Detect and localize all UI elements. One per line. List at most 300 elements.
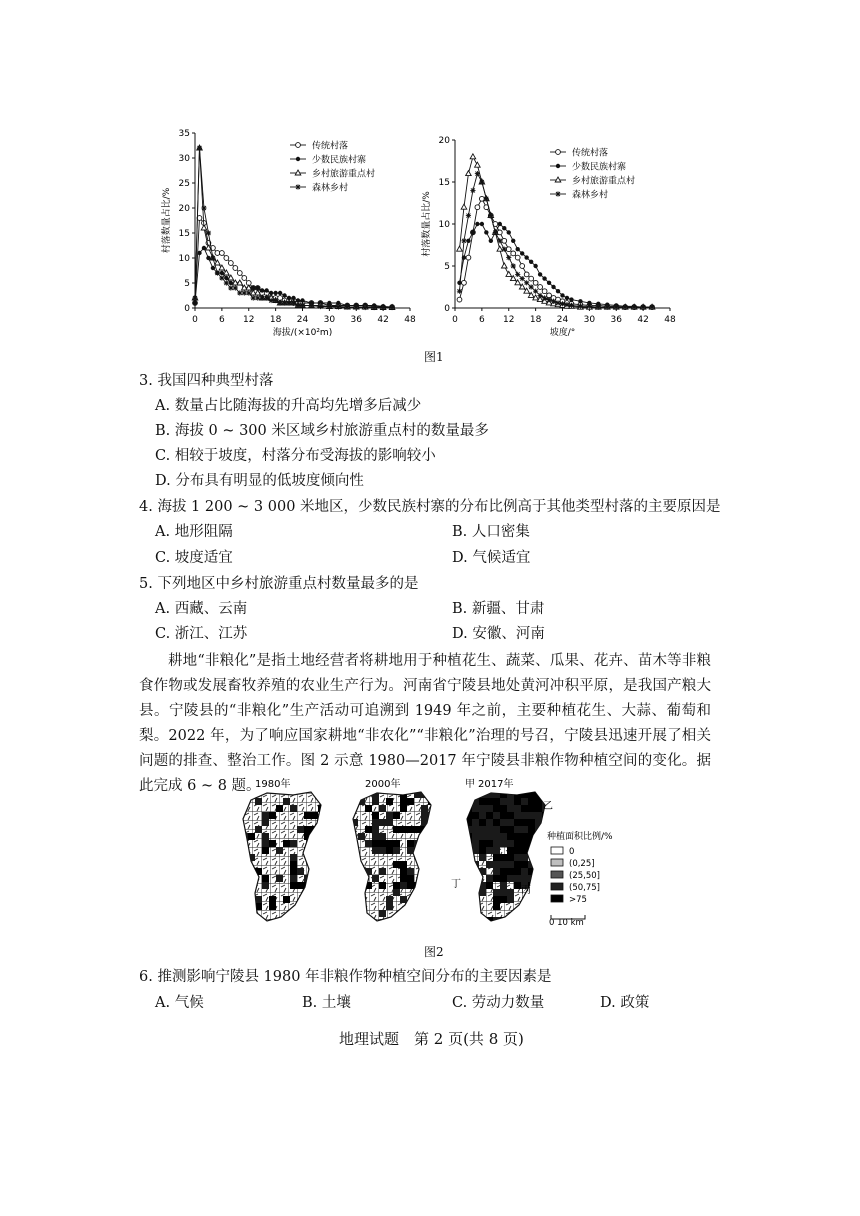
legend-label: 乡村旅游重点村 xyxy=(312,169,376,180)
data-point xyxy=(461,238,466,243)
map-legend xyxy=(547,830,613,928)
map-cell xyxy=(542,819,549,826)
map-cell xyxy=(535,847,542,854)
map-cell xyxy=(542,861,549,868)
map-cell xyxy=(535,819,542,826)
data-point xyxy=(511,251,516,256)
q3-option-b[interactable]: B. 海拔 0 ~ 300 米区域乡村旅游重点村的数量最多 xyxy=(155,423,489,439)
data-point xyxy=(278,300,283,305)
data-point xyxy=(502,238,507,243)
map-cell xyxy=(472,896,479,903)
legend-swatch xyxy=(551,859,563,866)
data-point xyxy=(318,304,323,309)
map-cell xyxy=(535,805,542,812)
map-cell xyxy=(400,868,407,875)
map-cell xyxy=(493,847,500,854)
map-cell xyxy=(318,791,325,798)
data-point xyxy=(596,305,601,310)
map-cell xyxy=(400,826,407,833)
map-cell xyxy=(372,812,379,819)
map-cell xyxy=(542,875,549,882)
q4-option-b[interactable]: B. 人口密集 xyxy=(452,524,530,540)
map-cell xyxy=(514,840,521,847)
data-point xyxy=(502,226,506,230)
legend-marker xyxy=(555,191,560,196)
map-cell xyxy=(542,882,549,889)
map-cell xyxy=(535,840,542,847)
map-cell xyxy=(472,833,479,840)
x-tick-label: 12 xyxy=(503,315,515,325)
q3-option-c[interactable]: C. 相较于坡度，村落分布受海拔的影响较小 xyxy=(155,448,436,464)
data-point xyxy=(233,266,238,271)
map-cell xyxy=(472,882,479,889)
label-ding: 丁 xyxy=(451,879,461,890)
chart-slope xyxy=(420,136,676,338)
map-cell xyxy=(542,854,549,861)
map-cell xyxy=(372,819,379,826)
data-point xyxy=(269,298,274,303)
y-tick-label: 10 xyxy=(178,254,190,264)
map-cell xyxy=(365,805,372,812)
map-cell xyxy=(465,791,472,798)
map-cell xyxy=(365,826,372,833)
data-point xyxy=(555,300,560,305)
q3-option-d[interactable]: D. 分布具有明显的低坡度倾向性 xyxy=(155,473,364,489)
data-point xyxy=(556,289,560,293)
map-cell xyxy=(255,896,262,903)
map-cell xyxy=(421,903,428,910)
data-point xyxy=(327,304,332,309)
series-line xyxy=(459,224,652,307)
map-cell xyxy=(393,861,400,868)
map-cell xyxy=(542,847,549,854)
map-cell xyxy=(358,791,365,798)
y-tick-label: 5 xyxy=(444,262,450,272)
q6-option-c[interactable]: C. 劳动力数量 xyxy=(452,995,545,1011)
map-cell xyxy=(486,875,493,882)
map-cell xyxy=(269,896,276,903)
map-cell xyxy=(428,833,435,840)
data-point xyxy=(578,304,583,309)
data-point xyxy=(466,239,470,243)
data-point xyxy=(363,305,368,310)
map-cell xyxy=(521,854,528,861)
map-cell xyxy=(318,840,325,847)
data-point xyxy=(466,255,471,260)
legend-marker xyxy=(555,177,561,182)
map-cell xyxy=(318,889,325,896)
map-cell xyxy=(507,875,514,882)
map-cell xyxy=(521,819,528,826)
legend-marker xyxy=(295,184,300,189)
map-cell xyxy=(507,819,514,826)
map-cell xyxy=(472,805,479,812)
x-tick-label: 18 xyxy=(529,315,542,325)
data-point xyxy=(484,196,489,201)
map-cell xyxy=(535,875,542,882)
map-cell xyxy=(379,833,386,840)
map-cell xyxy=(465,896,472,903)
data-point xyxy=(206,230,211,235)
map-cell xyxy=(493,868,500,875)
data-point xyxy=(219,251,224,256)
map-cell xyxy=(379,910,386,917)
x-tick-label: 36 xyxy=(610,315,622,325)
map-cell xyxy=(479,805,486,812)
data-point xyxy=(614,305,619,310)
map-cell xyxy=(379,847,386,854)
data-point xyxy=(237,290,242,295)
map-cell xyxy=(262,833,269,840)
data-point xyxy=(564,302,569,307)
data-point xyxy=(264,295,269,300)
x-tick-label: 12 xyxy=(243,315,255,325)
data-point xyxy=(282,300,287,305)
map-cell xyxy=(290,805,297,812)
map-cell xyxy=(358,882,365,889)
data-point xyxy=(201,225,207,230)
map-cell xyxy=(421,791,428,798)
map-cell xyxy=(507,854,514,861)
map-cell xyxy=(500,812,507,819)
legend-marker xyxy=(296,157,300,161)
map-cell xyxy=(507,847,514,854)
data-point xyxy=(511,239,515,243)
data-point xyxy=(475,222,479,226)
map-cell xyxy=(486,833,493,840)
data-point xyxy=(502,247,507,252)
data-point xyxy=(381,305,386,310)
figure1-caption: 图1 xyxy=(424,350,444,364)
map-cell xyxy=(465,819,472,826)
map-cell xyxy=(255,826,262,833)
map-cell xyxy=(379,882,386,889)
map-cell xyxy=(372,826,379,833)
map-cell xyxy=(542,903,549,910)
map-cell xyxy=(486,861,493,868)
map-cell xyxy=(372,798,379,805)
data-point xyxy=(587,304,592,309)
map-cell xyxy=(421,847,428,854)
data-point xyxy=(470,154,476,159)
data-point xyxy=(533,264,537,268)
map-cell xyxy=(290,861,297,868)
data-point xyxy=(278,291,282,295)
map-cell xyxy=(486,840,493,847)
series-1 xyxy=(193,216,395,310)
legend-title: 种植面积比例/% xyxy=(547,832,613,842)
map-cell xyxy=(262,882,269,889)
map-cell xyxy=(535,868,542,875)
data-point xyxy=(462,280,467,285)
data-point xyxy=(237,271,242,276)
data-point xyxy=(538,293,543,298)
map-cell xyxy=(486,882,493,889)
map-cell xyxy=(514,819,521,826)
map-cell xyxy=(507,812,514,819)
map-cell xyxy=(514,798,521,805)
q3-option-a[interactable]: A. 数量占比随海拔的升高均先增多后减少 xyxy=(155,398,422,414)
map-cell xyxy=(521,833,528,840)
map-cell xyxy=(500,889,507,896)
map-cell xyxy=(241,791,248,798)
data-point xyxy=(475,162,481,167)
map-cell xyxy=(542,889,549,896)
map-cell xyxy=(465,903,472,910)
map-cell xyxy=(379,805,386,812)
q5-option-b[interactable]: B. 新疆、甘肃 xyxy=(452,601,545,617)
map-cell xyxy=(372,833,379,840)
data-point xyxy=(546,297,551,302)
map-cell xyxy=(255,798,262,805)
map-1 xyxy=(241,791,325,924)
data-point xyxy=(197,251,201,255)
data-point xyxy=(551,285,555,289)
data-point xyxy=(295,303,300,308)
data-point xyxy=(242,276,247,281)
map-cell xyxy=(297,868,304,875)
data-point xyxy=(457,297,462,302)
legend-swatch xyxy=(551,871,563,878)
map-cell xyxy=(521,875,528,882)
map-cell xyxy=(262,812,269,819)
map-cell xyxy=(514,910,521,917)
map-cell xyxy=(428,840,435,847)
q4-option-d[interactable]: D. 气候适宜 xyxy=(452,550,531,566)
map-cell xyxy=(528,826,535,833)
map-cell xyxy=(535,882,542,889)
map-cell xyxy=(428,854,435,861)
map-cell xyxy=(500,805,507,812)
map-cell xyxy=(528,812,535,819)
map-cell xyxy=(311,854,318,861)
map-1980-label: 1980年 xyxy=(255,779,291,790)
map-cell xyxy=(400,896,407,903)
q4-option-c[interactable]: C. 坡度适宜 xyxy=(155,550,233,566)
map-cell xyxy=(514,826,521,833)
map-cell xyxy=(386,896,393,903)
map-cell xyxy=(486,847,493,854)
map-cell xyxy=(514,882,521,889)
y-axis-label: 村落数量占比/% xyxy=(162,187,172,254)
q4-stem: 4. 海拔 1 200 ~ 3 000 米地区，少数民族村寨的分布比例高于其他类型村落的主要原因是 xyxy=(139,499,721,515)
map-cell xyxy=(311,833,318,840)
map-cell xyxy=(542,791,549,798)
map-cell xyxy=(290,854,297,861)
data-point xyxy=(479,179,484,184)
map-cell xyxy=(283,840,290,847)
map-cell xyxy=(400,805,407,812)
map-cell xyxy=(318,805,325,812)
data-point xyxy=(515,255,520,260)
data-point xyxy=(515,272,520,277)
map-cell xyxy=(358,910,365,917)
data-point xyxy=(264,288,268,292)
map-cell xyxy=(414,826,421,833)
y-tick-label: 15 xyxy=(438,178,450,188)
map-cell xyxy=(535,889,542,896)
map-cell xyxy=(472,812,479,819)
data-point xyxy=(246,290,251,295)
data-point xyxy=(533,280,538,285)
q4-option-a[interactable]: A. 地形阻隔 xyxy=(155,524,233,540)
map-cell xyxy=(372,847,379,854)
y-tick-label: 35 xyxy=(178,129,190,139)
map-cell xyxy=(276,875,283,882)
map-cell xyxy=(521,798,528,805)
data-point xyxy=(511,263,516,268)
data-point xyxy=(529,260,533,264)
data-point xyxy=(529,284,534,289)
y-tick-label: 15 xyxy=(178,229,190,239)
map-cell xyxy=(528,868,535,875)
map-cell xyxy=(500,875,507,882)
data-point xyxy=(623,305,628,310)
map-cell xyxy=(248,868,255,875)
map-cell xyxy=(514,875,521,882)
y-tick-label: 30 xyxy=(178,154,190,164)
data-point xyxy=(193,301,197,305)
map-cell xyxy=(262,840,269,847)
q6-option-b[interactable]: B. 土壤 xyxy=(302,995,351,1011)
map-cell xyxy=(528,798,535,805)
map-cell xyxy=(407,868,414,875)
y-tick-label: 25 xyxy=(178,179,190,189)
map-cell xyxy=(507,889,514,896)
map-cell xyxy=(351,882,358,889)
map-cell xyxy=(528,819,535,826)
y-tick-label: 10 xyxy=(438,220,450,230)
map-cell xyxy=(248,833,255,840)
map-cell xyxy=(521,791,528,798)
map-cell xyxy=(479,798,486,805)
map-cell xyxy=(507,840,514,847)
map-2017-label: 2017年 xyxy=(478,779,514,790)
map-cell xyxy=(521,812,528,819)
map-cell xyxy=(351,798,358,805)
map-cell xyxy=(318,833,325,840)
data-point xyxy=(389,305,394,310)
data-point xyxy=(506,271,512,276)
map-cell xyxy=(465,812,472,819)
map-cell xyxy=(428,896,435,903)
q6-option-d[interactable]: D. 政策 xyxy=(600,995,650,1011)
map-cell xyxy=(262,847,269,854)
map-cell xyxy=(421,805,428,812)
data-point xyxy=(224,256,229,261)
map-cell xyxy=(500,791,507,798)
data-point xyxy=(520,251,524,255)
data-point xyxy=(457,289,462,294)
map-cell xyxy=(493,903,500,910)
map-cell xyxy=(528,903,535,910)
map-cell xyxy=(493,833,500,840)
legend-label: 森林乡村 xyxy=(572,190,609,201)
map-cell xyxy=(386,903,393,910)
map-cell xyxy=(276,847,283,854)
data-point xyxy=(484,230,488,234)
chart-altitude xyxy=(160,129,416,338)
q6-option-a[interactable]: A. 气候 xyxy=(155,995,204,1011)
data-point xyxy=(354,304,359,309)
x-axis-label: 海拔/(×10²m) xyxy=(272,328,333,338)
q5-option-c[interactable]: C. 浙江、江苏 xyxy=(155,626,248,642)
map-cell xyxy=(351,847,358,854)
map-cell xyxy=(493,861,500,868)
data-point xyxy=(300,303,305,308)
map-cell xyxy=(500,868,507,875)
map-cell xyxy=(521,847,528,854)
map-cell xyxy=(528,805,535,812)
legend-item-label: (25,50] xyxy=(569,871,600,881)
map-cell xyxy=(241,903,248,910)
data-point xyxy=(228,261,233,266)
map-cell xyxy=(500,882,507,889)
data-point xyxy=(524,255,528,259)
map-cell xyxy=(514,812,521,819)
data-point xyxy=(457,281,461,285)
map-cell xyxy=(493,819,500,826)
map-cell xyxy=(365,917,372,924)
data-point xyxy=(520,276,525,281)
data-point xyxy=(255,295,260,300)
map-cell xyxy=(514,868,521,875)
data-point xyxy=(475,171,480,176)
map-cell xyxy=(262,819,269,826)
legend-label: 少数民族村寨 xyxy=(572,162,627,173)
map-cell xyxy=(290,840,297,847)
map-cell xyxy=(290,868,297,875)
q3-stem: 3. 我国四种典型村落 xyxy=(139,373,274,389)
data-point xyxy=(480,222,484,226)
map-cell xyxy=(393,882,400,889)
map-cell xyxy=(521,868,528,875)
y-axis-label: 村落数量占比/% xyxy=(422,191,432,257)
map-cell xyxy=(507,861,514,868)
q5-option-d[interactable]: D. 安徽、河南 xyxy=(452,626,545,642)
map-cell xyxy=(465,882,472,889)
data-point xyxy=(466,213,471,218)
data-point xyxy=(542,295,547,300)
data-point xyxy=(309,303,314,308)
map-cell xyxy=(493,805,500,812)
map-cell xyxy=(472,819,479,826)
x-tick-label: 42 xyxy=(377,315,389,325)
q5-option-a[interactable]: A. 西藏、云南 xyxy=(155,601,248,617)
map-cell xyxy=(500,896,507,903)
map-cell xyxy=(521,805,528,812)
map-cell xyxy=(500,798,507,805)
map-cell xyxy=(486,805,493,812)
map-cell xyxy=(535,833,542,840)
map-cell xyxy=(393,889,400,896)
x-tick-label: 0 xyxy=(192,315,198,325)
map-cell xyxy=(479,889,486,896)
map-cell xyxy=(393,917,400,924)
data-point xyxy=(475,205,480,210)
map-cell xyxy=(421,882,428,889)
map-cell xyxy=(493,896,500,903)
data-point xyxy=(520,264,525,269)
legend-swatch xyxy=(551,883,563,890)
x-tick-label: 48 xyxy=(404,315,416,325)
series-line xyxy=(195,218,392,307)
data-point xyxy=(228,285,233,290)
map-cell xyxy=(486,826,493,833)
data-point xyxy=(291,300,296,305)
map-cell xyxy=(535,896,542,903)
map-cell xyxy=(290,875,297,882)
